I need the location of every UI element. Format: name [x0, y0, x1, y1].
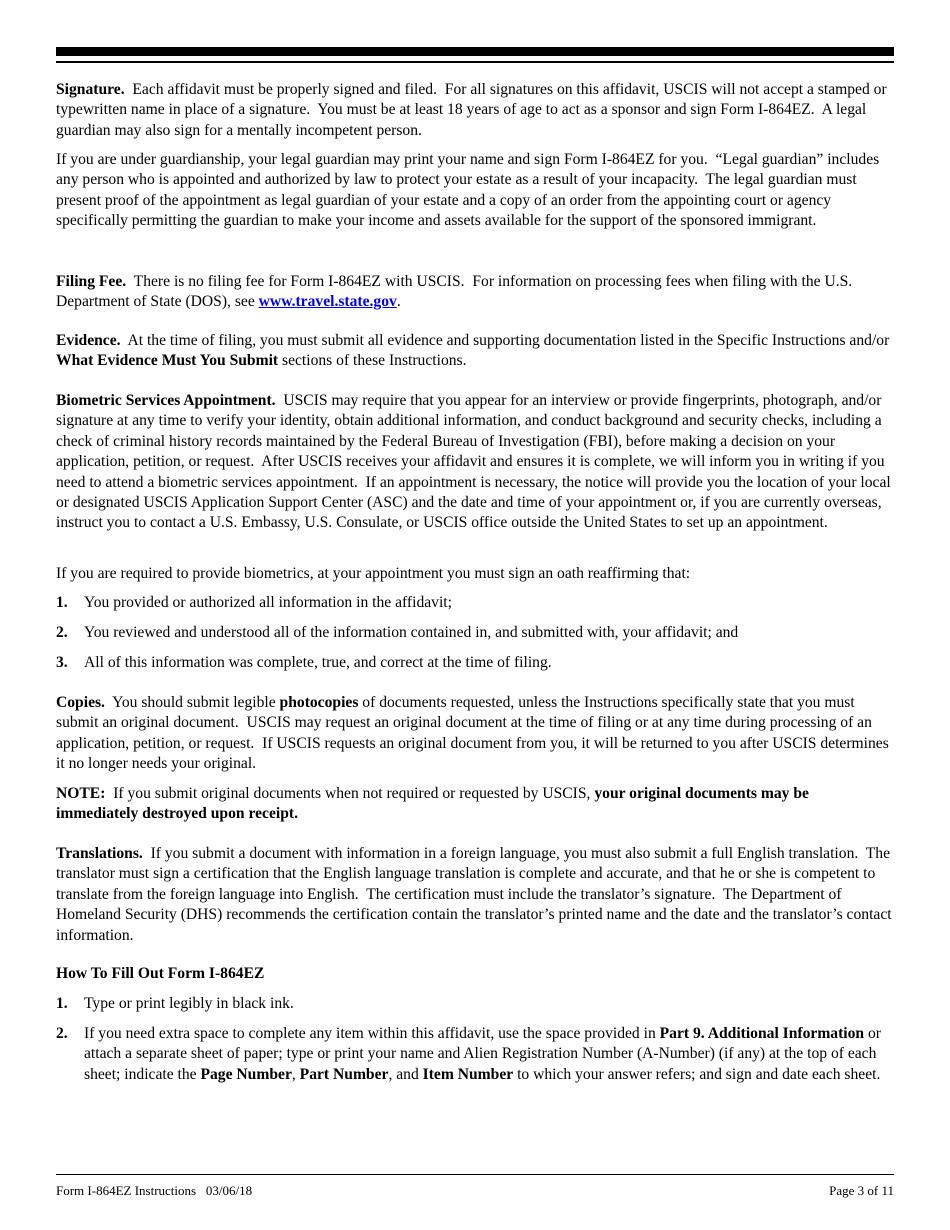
translations-paragraph [56, 844, 894, 946]
text-run: USCIS may require that you appear for an interview or provide fingerprints, photograph, and/or signature at any time to verify your identity, obtain additional information, and conduct background and security checks, including a check of criminal history records maintained by the Federal Bureau of Investigation (FBI), before making a decision on your application, petition, or request. After USCIS receives your affidavit and ensures it is complete, we will inform you in writing if you need to attend a biometric services appointment. If an appointment is necessary, the notice will provide you the location of your local or designated USCIS Application Support Center (ASC) and the date and time of your appointment or, if you are currently overseas, instruct you to contact a U.S. Embassy, U.S. Consulate, or USCIS office outside the United States to set up an appointment. [56, 392, 895, 532]
footer-rule [56, 1174, 894, 1175]
how-to-fill-heading [56, 964, 894, 984]
evidence-paragraph [56, 331, 894, 372]
bold-text: Part 9. Additional Information [659, 1025, 865, 1042]
list-number: 3. [56, 654, 68, 671]
bold-text: Translations. [56, 845, 143, 862]
text-run: There is no filing fee for Form I-864EZ with USCIS. For information on processing fees when filing with the U.S. Department of State (DOS), see [56, 273, 857, 311]
bold-text: Copies. [56, 694, 105, 711]
signature-paragraph [56, 80, 894, 141]
text-run: If you are under guardianship, your legal guardian may print your name and sign Form I-864EZ for you. “Legal guardian” includes any person who is appointed and authorized by law to protect your estate as a result of your incapacity. The legal guardian must present proof of the appointment as legal guardian of your estate and a copy of an order from the appointing court or agency specifically permitting the guardian to make your income and assets available for the support of the sponsored immigrant. [56, 151, 884, 230]
text-run: If you submit original documents when not required or requested by USCIS, [105, 785, 595, 802]
list-number: 2. [56, 1025, 68, 1042]
footer-form-title: Form I-864EZ Instructions 03/06/18 [56, 1183, 253, 1198]
text-run: or attach a separate sheet of paper; type or print your name and Alien Registration Number (A-Number) (if any) at the top of each sheet; indicate the [84, 1025, 885, 1083]
text-run: You provided or authorized all information in the affidavit; [84, 594, 452, 611]
bold-text: Part Number [299, 1065, 389, 1083]
fill-step-1 [56, 994, 894, 1014]
filing-fee-paragraph [56, 272, 894, 313]
text-run: If you need extra space to complete any item within this affidavit, use the space provided in [84, 1025, 660, 1042]
bold-text: photocopies [279, 694, 359, 711]
text-run: , [291, 1065, 300, 1083]
travel-state-gov-link[interactable]: www.travel.state.gov [258, 293, 397, 311]
text-run: . [396, 293, 401, 311]
oath-item-1 [56, 593, 894, 613]
copies-paragraph [56, 693, 894, 775]
guardianship-paragraph [56, 150, 894, 232]
biometrics-oath-intro [56, 564, 894, 584]
list-number: 1. [56, 995, 68, 1012]
bold-text: Page Number [200, 1065, 292, 1083]
bold-text: Signature. [56, 81, 125, 98]
list-item-text [84, 994, 894, 1014]
list-item-text [84, 623, 894, 643]
text-run: to which your answer refers; and sign and date each sheet. [513, 1065, 881, 1083]
bold-text: Item Number [422, 1065, 514, 1083]
text-run: of documents requested, unless the Instructions specifically state that you must submit an original document. USCIS may request an original document at the time of filing or at any time during processing of an application, petition, or request. If USCIS requests an original document from you, it will be returned to you after USCIS determines it no longer needs your original. [56, 694, 893, 773]
bold-text: Filing Fee. [56, 273, 127, 290]
list-item-text [84, 653, 894, 673]
text-run: You should submit legible [104, 694, 280, 711]
text-run: , and [388, 1065, 423, 1083]
bold-text: your original documents may be immediately destroyed upon receipt. [56, 785, 813, 823]
note-paragraph [56, 784, 894, 825]
bold-text: Biometric Services Appointment. [56, 392, 276, 409]
bold-text: Evidence. [56, 332, 121, 349]
text-run: At the time of filing, you must submit all evidence and supporting documentation listed in the Specific Instructions and/or [120, 332, 894, 349]
fill-step-2 [56, 1024, 894, 1085]
text-run: You reviewed and understood all of the information contained in, and submitted with, your affidavit; and [84, 624, 739, 641]
header-rule-thin [56, 61, 894, 63]
text-run: If you submit a document with information in a foreign language, you must also submit a full English translation. The translator must sign a certification that the English language translation is complete and accurate, and that he or she is competent to translate from the foreign language into English. The certification must include the translator’s signature. The Department of Homeland Security (DHS) recommends the certification contain the translator’s printed name and the date and the translator’s contact information. [56, 845, 896, 944]
text-run: Type or print legibly in black ink. [84, 995, 294, 1012]
list-number: 1. [56, 594, 68, 611]
text-run: sections of these Instructions. [278, 352, 467, 370]
oath-item-3 [56, 653, 894, 673]
biometric-paragraph [56, 391, 894, 534]
list-item-text [84, 593, 894, 613]
header-rule-thick [56, 47, 894, 56]
bold-text: What Evidence Must You Submit [56, 352, 279, 370]
oath-item-2 [56, 623, 894, 643]
footer-page-number: Page 3 of 11 [829, 1183, 894, 1198]
text-run: All of this information was complete, true, and correct at the time of filing. [84, 654, 552, 671]
text-run: Each affidavit must be properly signed and filed. For all signatures on this affidavit, USCIS will not accept a stamped or typewritten name in place of a signature. You must be at least 18 years of age to act as a sponsor and sign Form I-864EZ. A legal guardian may also sign for a mentally incompetent person. [56, 81, 891, 139]
bold-text: How To Fill Out Form I-864EZ [56, 965, 265, 982]
list-item-text [84, 1024, 894, 1085]
list-number: 2. [56, 624, 68, 641]
text-run: If you are required to provide biometrics, at your appointment you must sign an oath reaffirming that: [56, 565, 691, 582]
bold-text: NOTE: [56, 785, 106, 802]
